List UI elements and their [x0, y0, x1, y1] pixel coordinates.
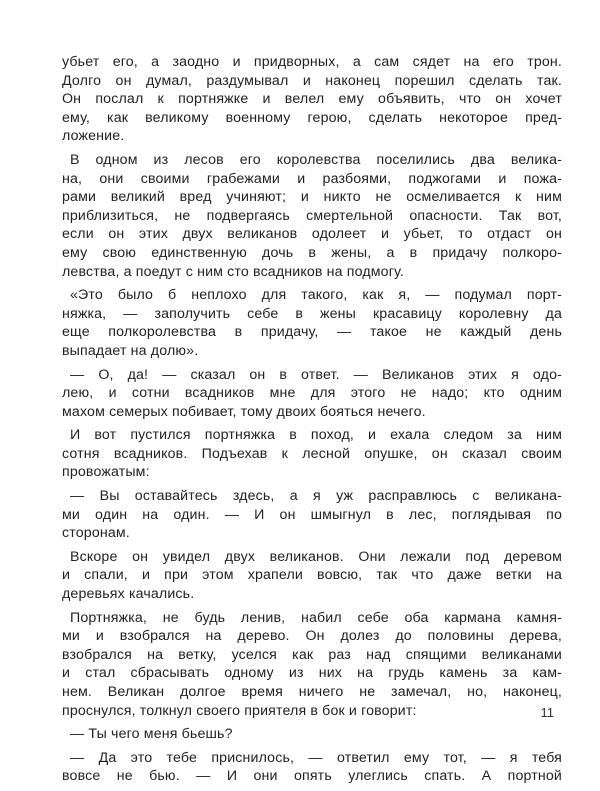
- text-line: ему свою единственную дочь в жены, а в придачу полкоро-: [62, 244, 562, 261]
- text-line: Портняжка, не будь ленив, набил себе оба кармана камня-: [70, 609, 562, 626]
- paragraph: [62, 725, 562, 744]
- text-line: няжка, — заполучить себе в жены красавицу королевну да: [62, 305, 562, 322]
- text-line: и стал сбрасывать одному из них на грудь камень за кам-: [62, 665, 562, 682]
- paragraph: [62, 548, 562, 604]
- text-line: В одном из лесов его королевства поселились два велика-: [70, 151, 562, 168]
- paragraph: [62, 426, 562, 482]
- text-line: — О, да! — сказал он в ответ. — Великанов этих я одо-: [70, 366, 562, 383]
- text-line: провожатым:: [62, 464, 150, 481]
- text-line: левства, а поедут с ним сто всадников на подмогу.: [62, 263, 404, 280]
- text-line: на, они своими грабежами и разбоями, поджогами и пожа-: [62, 170, 562, 187]
- text-line: еще полкоролевства в придачу, — такое не каждый день: [62, 324, 562, 341]
- text-line: ему, как великому военному герою, сделать некоторое пред-: [62, 109, 562, 126]
- paragraph: [62, 151, 562, 281]
- text-line: Он послал к портняжке и велел ему объявить, что он хочет: [62, 91, 562, 108]
- text-line: махом семерых побивает, тому двоих бояться нечего.: [62, 403, 426, 420]
- text-line: взобрался на ветку, уселся как раз над спящими великанами: [62, 646, 562, 663]
- text-line: Долго он думал, раздумывал и наконец порешил сделать так.: [62, 72, 562, 89]
- paragraph: [62, 609, 562, 721]
- text-line: «Это было б неплохо для такого, как я, — подумал порт-: [70, 287, 562, 304]
- text-line: убьет его, а заодно и придворных, а сам сядет на его трон.: [62, 54, 562, 70]
- paragraph: [62, 749, 562, 786]
- paragraph: [62, 366, 562, 422]
- body-text: [62, 53, 562, 791]
- text-line: сторонам.: [62, 525, 130, 542]
- text-line: проснулся, толкнул своего приятеля в бок и говорит:: [62, 702, 417, 719]
- text-line: нем. Великан долгое время ничего не замечал, но, наконец,: [62, 684, 562, 700]
- paragraph: [62, 53, 562, 146]
- paragraph: [62, 286, 562, 360]
- page-number: 11: [540, 705, 554, 720]
- text-line: сотня всадников. Подъехав к лесной опушке, он сказал своим: [62, 445, 562, 462]
- text-line: лею, и сотни всадников мне для этого не надо; кто одним: [62, 385, 562, 402]
- text-line: И вот пустился портняжка в поход, и ехала следом за ним: [70, 427, 562, 444]
- text-line: ложение.: [62, 128, 125, 145]
- text-line: рами великий вред учиняют; и никто не осмеливается к ним: [62, 189, 562, 206]
- text-line: — Ты чего меня бьешь?: [70, 726, 233, 743]
- paragraph: [62, 487, 562, 543]
- text-line: если он этих двух великанов одолеет и убьет, то отдаст он: [62, 226, 562, 243]
- text-line: деревьях качались.: [62, 586, 195, 603]
- text-line: выпадает на долю».: [62, 342, 199, 359]
- text-line: — Да это тебе приснилось, — ответил ему тот, — я тебя: [70, 749, 562, 766]
- text-line: Вскоре он увидел двух великанов. Они лежали под деревом: [70, 548, 562, 565]
- text-line: и спали, и при этом храпели вовсю, так что даже ветки на: [62, 567, 562, 584]
- text-line: — Вы оставайтесь здесь, а я уж расправлюсь с великана-: [70, 488, 562, 505]
- text-line: ми один на один. — И он шмыгнул в лес, поглядывая по: [62, 506, 562, 523]
- text-line: приблизиться, не подвергаясь смертельной опасности. Так вот,: [62, 207, 562, 224]
- text-line: ми и взобрался на дерево. Он долез до половины дерева,: [62, 628, 562, 645]
- text-line: вовсе не бью. — И они опять улеглись спать. А портной: [62, 768, 562, 785]
